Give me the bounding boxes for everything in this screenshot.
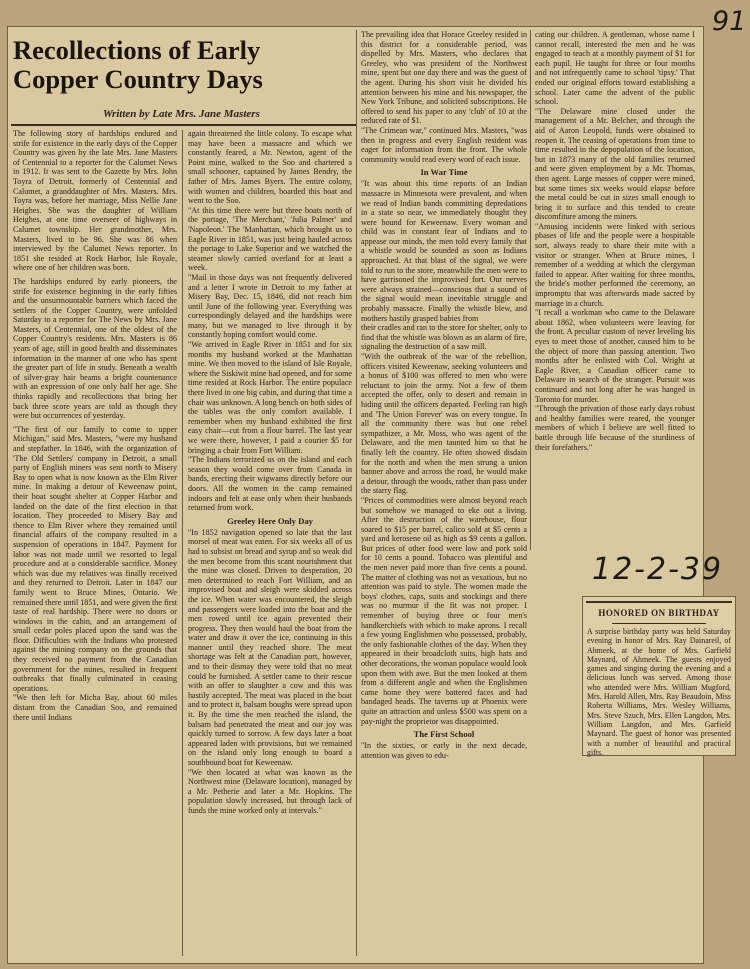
col2-para-a: again threatened the little colony. To escape what may have been a massacre and which we constantly feared, a Mr. Newton, agent of the Point mine, walked to the Soo and chartered a small schooner, captained by James Bendry, the father of Mrs. James Byers. The entire colony, with women and children, boarded this boat and went to the Soo. "At this time there were but three boats north of the portage, 'The Merchant,' 'Julia Palmer' and 'Napoleon.' The 'Manhattan, which brought us to Eagle River in 1851, was just being hauled across the portage to Lake Superior and we watched the steamer slowly carried overland for at least a week. "Mail in those days was not frequently delivered and a letter I wrote in Detroit to my father at Misery Bay, Dec. 15, 1846, did not reach him until June of the following year. Everything was correspondingly delayed and the hardships were many, but we managed to live through it by constantly hoping comfort would come. "We arrived in Eagle River in 1851 and for six months my husband worked at the Manhattan mine. We then moved to the island of Isle Royale, where the Siskiwit mine had opened, and for some time resided at Rock Harbor. The entire populace there lived in one big cabin, and during that time a chair was unknown. A long bench on both sides of the tables was the only comfort available. I remember when my husband exhibited the first easy chair—cut from a flour barrel. The last year we were there, however, I paid a courier $5 for bringing a chair from Fort William. "The Indians terrorized us on the island and each season they would come over from Canada in bands, erecting their wigwams directly before our doors. All the women in the camp remained indoors and felt at ease only when their husbands returned from work. — [188, 129, 352, 513]
column-3 — [361, 30, 530, 958]
birthday-title: HONORED ON BIRTHDAY — [598, 608, 720, 618]
col3-para-a: The prevailing idea that Horace Greeley resided in this district for a considerable period, was dispelled by Mrs. Masters, who declares that Greeley, who was president of the Northwest mine, spent but one day there and was the guest of the agent. During his short visit he divided his attention between his mine and his newspaper, the New York Tribune, and solicited subscriptions. He offered to send his paper to any 'club' of 10 at the reduced rate of $1. "The Crimean war," continued Mrs. Masters, "was then in progress and every English resident was eager for information from the front. The whole community would read every word of each issue. — [361, 30, 527, 164]
birthday-title-rule — [612, 623, 706, 624]
title-rule — [11, 124, 357, 126]
birthday-top-rule — [586, 601, 732, 603]
column-rule-2 — [356, 30, 357, 956]
page-number: 91 — [712, 6, 747, 37]
col3-para-b: "It was about this time reports of an Indian massacre in Minnesota were prevalent, and when we read of Indian bands committing depredations in a state so near, we immediately thought they were bound for Keweenaw. Every woman and child was in constant fear of Indians and to appease our minds, the men told every family that a whistle would be sounded as soon as Indians approached. At that blast of the signal, we were told to run to the store, meanwhile the men were to have garrisoned the improvised fort. Our nerves were always strained—conscious that a sound of the signal would mean inevitable struggle and probably massacre. Finally the whistle blew, and mothers hastily grasped babies from — [361, 179, 530, 323]
column-rule-1 — [182, 130, 183, 956]
article-byline: Written by Late Mrs. Jane Masters — [103, 108, 260, 120]
col3-subhead-war: In War Time — [420, 167, 468, 178]
column-4 — [535, 30, 695, 550]
col1-para-family: "The first of our family to come to upper Michigan," said Mrs. Masters, "were my husband and stepfather. In 1846, with the organization of 'The Old Settlers' company in Detroit, a small party of English miners was sent north to Misery Bay to open what is now known as the Elm River mine. In making a detour of Keweenaw point, their boat sought shelter at Copper Harbor and landed on the date of the first election in that location. They proceeded to Misery Bay and thence to Elm River where they remained until financial affairs of the company resulted in a suspension of operations in 1847. Payment for labor was not made until we resorted to legal procedure and at a considerable sacrifice. Money which was due my relatives was finally received and they returned to Detroit. Later in 1847 our family went to Bruce Mines, Ontario. We remained there until 1851, and were given the first taste of real hardship. There were no doors or windows in the cabin, and an arrangement of small cedar poles placed upon the sand was the floor. Difficulties with the Indians who protested against the mining company on the grounds that they received no payment from the Canadian government for the mines, resulted in frequent outbreaks that finally culminated in ceasing operations. — [13, 424, 180, 693]
handwritten-date: 12-2-39 — [592, 552, 724, 587]
birthday-text: A surprise birthday party was held Saturday evening in honor of Mrs. Ray Dainareil, of Ahmeek, at the home of Mrs. Garfield Maynard, of Ahmeek. The guests enjoyed games and singing during the evening and a delicious lunch was served. Among those who attended were Mrs. William Mugford, Mrs. Harold Allen, Mrs. Ray Beaudoin, Miss Roberta Williams, Mrs. Wesley Williams, Mrs. Steve Szuch, Mrs. Ellen Langdon, Mrs. William Langdon, and Mrs. Garfield Maynard. The guest of honor was presented with a number of beautiful and practical gifts. — [587, 627, 733, 757]
article-title-line1: Recollections of Early — [13, 35, 261, 65]
col2-para-b: "In 1852 navigation opened so late that the last morsel of meat was eaten. For six weeks all of us had to subsist on bread and syrup and so weak did the men become from this scant nourishment that the mine was closed. Driven to desperation, 20 men determined to reach Fort William, and an improvised boat and sleigh were skidded across the ice. When water was encountered, the sleigh and passengers were loaded into the boat and the men rowed until ice again prevented their progress. They then would haul the boat from the water and draw it over the ice, continuing in this manner until they reached shore. The meat shortage was felt at the Canadian port, however, and to their dismay they were told that no meat could be furnished. A settler came to their rescue with an offer to slaughter a cow and this was hastily accepted. The meat was placed in the boat and to protect it, balsam boughs were spread upon it. By the time the men reached the island, the balsam had penetrated the meat and our joy was quickly turned to sorrow. A few days later a boat appeared laden with provisions, but we remained on the island only long enough to board a southbound boat for Keweenaw. "We then located at what was known as the Northwest mine (Delaware location), managed by a Mr. Petherie and later a Mr. Hopkins. The population slowly increased, but through lack of funds the mine worked only at intervals." — [188, 527, 352, 815]
col1-para-intro: The following story of hardships endured and strife for existence in the early days of the Copper Country was given by the late Mrs. Jane Masters of Centennial to a reporter for the Calumet News in 1912. It was sent to the Gazette by Mrs. John Toyra of Detroit, formerly of Centennial and Calumet, a granddaughter of Mrs. Masters. Mrs. Toyra was, before her marriage, Miss Nellie Jane Heighes. She was the daughter of William Heighes, at one time overseer of highways in Calumet township. Her grandmother, Mrs. Masters, lived to be 96. She was 86 when interviewed by the Calumet News reporter. In 1851 she resided at Rock Harbor, Isle Royale, where one of her children was born. — [13, 129, 180, 273]
col4-para-a: cating our children. A gentleman, whose name I cannot recall, interested the men and he was engaged to teach at a monthly payment of $1 for each pupil. He taught for three or four months and not infrequently came to school 'tipsy.' That ended our original efforts toward establishing a school. Later came the advent of the public school. "The Delaware mine closed under the management of a Mr. Belcher, and through the aid of Aaron Leopold, funds were obtained to reopen it. The ceasing of operations from time to time resulted in the depopulation of the location, but in 1873 many of the old families returned and were given employment by a Mr. Thomas, then agent. Large masses of copper were mined, but some times six weeks would elapse before the metal could be cut in sizes small enough to bring it to surface and this tended to create discomfiture among the miners. "Amusing incidents were linked with serious phases of life and the people were a hospitable sort, always ready to share their mite with a visitor or stranger. When at Bruce mines, I remember of a wedding at which the clergyman failed to appear. After waiting for three months, the bride's mother performed the ceremony, an impromptu that was afterwards made sacred by marriage in a church. "I recall a workman who came to the Delaware about 1862, when volunteers were leaving for the front. A peculiar custom of never leveling his eyes to meet those of another, caused him to be the object of more than passing attention. Two months after he enlisted with Col. Wright at Eagle River, a Canadian officer came to Delaware in search of the stranger. Pursuit was continued and not long after he was hanged in Toronto for murder. "Through the privation of those early days robust and healthy families were reared, the younger members of which I believe are well fitted to battle through life because of the sturdiness of their forefathers." — [535, 30, 695, 452]
article-clipping — [7, 26, 704, 964]
column-rule-3 — [530, 30, 531, 550]
article-title-line2: Copper Country Days — [13, 64, 263, 94]
col3-subhead-school: The First School — [413, 729, 475, 740]
col3-para-d: "In the sixties, or early in the next decade, attention was given to edu- — [361, 741, 530, 760]
column-2 — [188, 129, 352, 957]
birthday-clipping — [582, 596, 736, 756]
column-1 — [13, 129, 180, 957]
article-title — [13, 36, 353, 94]
col3-para-c: their cradles and ran to the store for shelter, only to find that the whistle was blown as an alarm of fire, signaling the destruction of a saw mill. "With the outbreak of the war of the rebellion, officers visited Keweenaw, seeking volunteers and a bonus of $100 was offered to men who were reluctant to join the army. Not a few of them accepted the offer, only to desert and remain in hiding until the officers departed. Feeling ran high and 'The Union Forever' was on every tongue. In all the community there was but one rebel sympathizer, a Mr. Moss, who was agent of the Delaware, and the men taunted him so that he finally left the country. He often showed disdain for the north and when the men strung a union banner above and across the road, he would make a detour, through the woods, rather than pass under the starry flag. "Prices of commodities were almost beyond reach but somehow we managed to eke out a living. After the destruction of the warehouse, flour soared to $15 per barrel, calico sold at $5 cents a yard and kerosene oil as high as $9 cents a gallon. But prices of other food were low and pork sold for 10 cents a pound. Tobacco was plentiful and the men never paid more than five cents a pound. The matter of clothing was not as vexatious, but no attention was paid to style. The women made the boys' clothes, caps, suits and stockings and there was no murmur if the fit was not proper. I remember of buying three or four men's handkerchiefs with which to make aprons. I recall a few young Englishmen who possessed, probably, the only fashionable clothes of the day. When they appeared in their broadcloth suits, high hats and other decorations, the woman populace would look upon them with awe. But the men looked at them from a different angle and when the Englishmen came home they were battered faces and had bandaged heads. The taverns up at Phoenix were quite an attraction and unless $500 was spent on a pay-night the proprietor was disappointed. — [361, 323, 527, 726]
col1-para-hardships: The hardships endured by early pioneers, the strife for existence beginning in the early fifties and the unsurmountable barriers which faced the settlers of the Copper Country, were unfolded Saturday to a reporter for The News by Mrs. Jane Masters, of Centennial, one of the oldest of the Copper Country's residents. Mrs. Masters is 86 years of age, still in good health and disseminates information in the manner of one who has spent the greater part of life in study. Beneath a wealth of silver-gray hair beams a bright countenance with an expression of one only half her age. She thinks rapidly and recollections that bring her back three score years are told as though they were but occurrences of yesterday. — [13, 276, 180, 421]
col1-para-micha: "We then left for Micha Bay, about 60 miles distant from the Canadian Soo, and remained there until Indians — [13, 693, 180, 722]
col2-subhead: Greeley Here Only Day — [227, 515, 313, 526]
